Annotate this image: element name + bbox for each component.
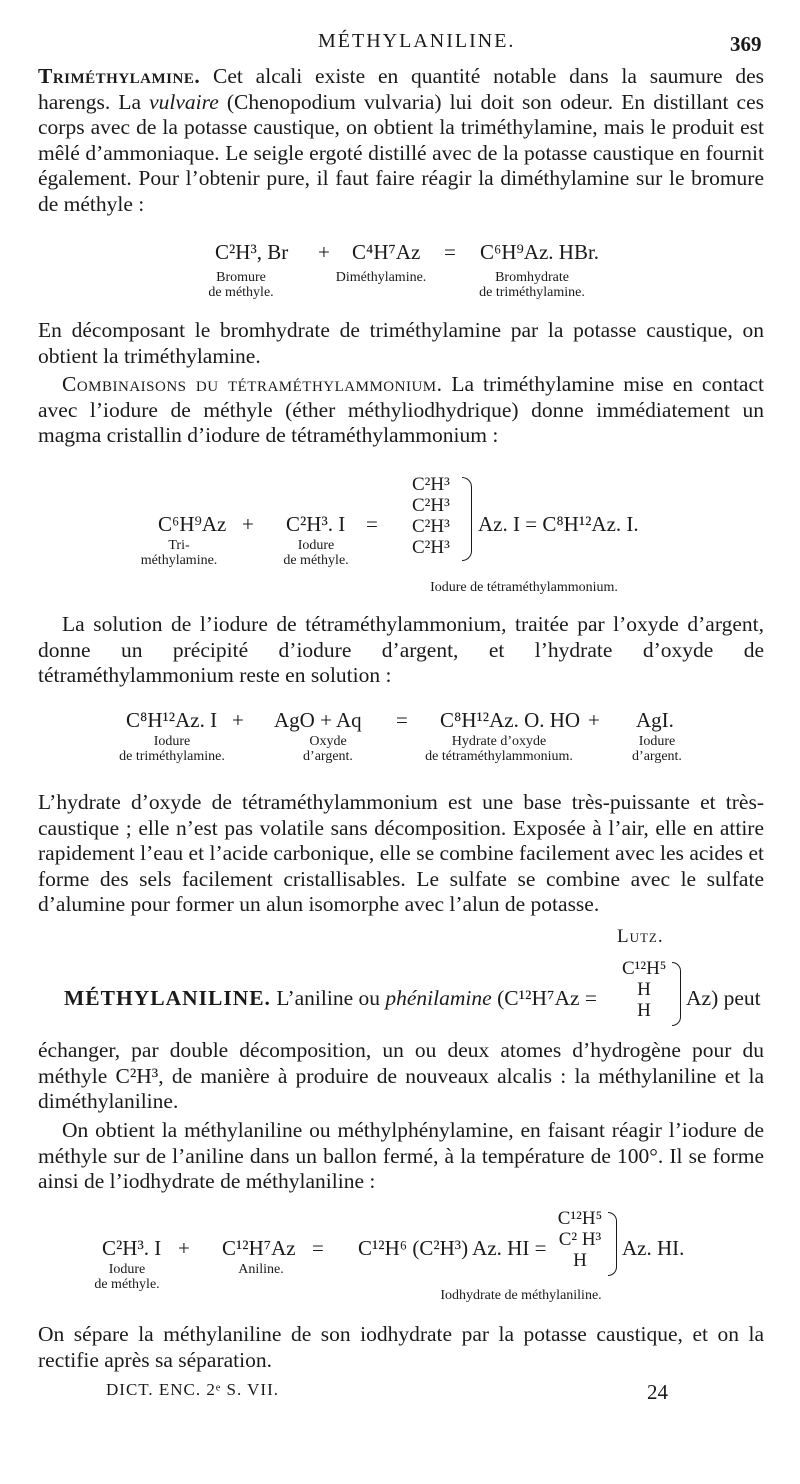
right-brace [462, 477, 472, 561]
paragraph-preparation: On obtient la méthylaniline ou méthylphénylamine, en faisant réagir l’iodure de méthyle sur de l’aniline dans un ballon fermé, à la température de 100°. Il se forme ainsi de l’iodhydrate de méthylaniline : [38, 1118, 764, 1193]
author-signature: Lutz. [617, 926, 664, 947]
stack-row: C¹²H⁵ [622, 958, 667, 979]
paragraph-hydrate: L’hydrate d’oxyde de tétraméthylammonium est une base très-puissante et très-caustique ; elle n’est pas volatile sans décomposition. Exposée à l’air, elle en attire rapidement l’eau et l’acide carbonique, elle se combine facilement avec les acides et forme des sels facilement cristallisables. Le sulfate se combine avec le sulfate d’alumine pour former un alun isomorphe avec l’alun de potasse. [38, 790, 764, 916]
formula-term: C⁶H⁹Az. HBr. [480, 240, 600, 264]
right-brace [608, 1212, 617, 1276]
running-title: MÉTHYLANILINE. [318, 30, 516, 52]
paragraph-text: Cet alcali existe en quantité notable dans la saumure des harengs. La [38, 64, 764, 114]
formula-caption: Iodure de triméthylamine. [119, 734, 225, 764]
operator: + [178, 1236, 190, 1260]
formula-term: C²H³, Br [215, 240, 289, 264]
formula-caption: Tri- méthylamine. [140, 538, 218, 568]
formula-caption: Oxyde d’argent. [303, 734, 353, 764]
section-heading-trimethylamine: Triméthylamine. [38, 64, 201, 88]
formula-caption: Iodure d’argent. [632, 734, 682, 764]
formula-stack [622, 958, 666, 1021]
formula-caption: Iodure de tétraméthylammonium. [430, 580, 618, 595]
section-heading-tetramethylammonium: Combinaisons du tétraméthylammonium. [62, 372, 443, 396]
formula-caption: Hydrate d’oxyde de tétraméthylammonium. [425, 734, 573, 764]
stack-row: H [637, 1000, 651, 1021]
formula-term: C²H³. I [102, 1236, 162, 1260]
signature-number: 24 [647, 1380, 668, 1404]
stack-row: C²H³ [412, 516, 450, 537]
paragraph-text: (Chenopodium vulvaria) lui doit son odeur. En distillant ces corps avec de la potasse caustique, on obtient la triméthylamine, mais le produit est mêlé d’ammoniaque. Le seigle ergoté distillé avec de la potasse caustique en fournit également. Pour l’obtenir pure, il faut faire réagir la diméthylamine sur le bromure de méthyle : [38, 89, 765, 216]
formula-caption: Iodhydrate de méthylaniline. [440, 1288, 602, 1303]
formula-term: C⁴H⁷Az [352, 240, 421, 264]
operator: + [242, 512, 254, 536]
formula-caption: Bromhydrate de triméthylamine. [479, 270, 585, 300]
formula-term: C⁸H¹²Az. I [126, 708, 218, 732]
formula-term: Az) peut [686, 986, 761, 1010]
formula-term: Az. HI. [622, 1236, 685, 1260]
formula-term: (C¹²H⁷Az = [491, 986, 598, 1010]
page-footer [0, 1380, 800, 1408]
operator: + [588, 708, 600, 732]
stack-row: H [637, 979, 651, 1000]
formula-caption: Diméthylamine. [335, 270, 427, 285]
operator: = [396, 708, 408, 732]
stack-row: C²H³ [412, 474, 450, 495]
paragraph-trimethylamine [38, 64, 764, 217]
paragraph-separation: On sépare la méthylaniline de son iodhydrate par la potasse caustique, et on la rectifie après sa séparation. [38, 1322, 764, 1372]
stack-row: C²H³ [412, 537, 450, 558]
methylaniline-first-line [64, 986, 597, 1011]
paragraph-tetramethylammonium [38, 372, 764, 449]
formula-caption: Aniline. [238, 1262, 284, 1277]
operator: + [232, 708, 244, 732]
stack-row: C¹²H⁵ [557, 1208, 603, 1229]
formula-term: C²H³. I [286, 512, 346, 536]
formula-caption: Iodure de méthyle. [283, 538, 349, 568]
formula-term: AgO + Aq [274, 708, 362, 732]
footer-signature: DICT. ENC. 2ᵉ S. VII. [106, 1380, 280, 1399]
formula-term: AgI. [636, 708, 674, 732]
formula-stack [412, 474, 450, 558]
stack-row: C²H³ [412, 495, 450, 516]
section-heading-methylaniline: MÉTHYLANILINE. [64, 986, 271, 1010]
paragraph-text: L’aniline ou [270, 986, 386, 1010]
formula-caption: Iodure de méthyle. [94, 1262, 160, 1292]
right-brace [672, 962, 681, 1026]
operator: = [366, 512, 378, 536]
formula-term: C¹²H⁶ (C²H³) Az. HI = [358, 1236, 547, 1260]
formula-term: C¹²H⁷Az [222, 1236, 296, 1260]
stack-row: C² H³ [558, 1229, 602, 1250]
italic-term: phénilamine [385, 986, 492, 1010]
operator: = [444, 240, 456, 264]
paragraph-methylaniline: échanger, par double décomposition, un ou deux atomes d’hydrogène pour du méthyle C²H³, de manière à produire de nouveaux alcalis : la méthylaniline et la diméthylaniline. [38, 1038, 764, 1113]
running-head [0, 30, 800, 60]
formula-stack [556, 1208, 604, 1271]
formula-term: Az. I = C⁸H¹²Az. I. [478, 512, 639, 536]
operator: = [312, 1236, 324, 1260]
stack-row: H [573, 1250, 587, 1271]
formula-caption: Bromure de méthyle. [208, 270, 274, 300]
formula-term: C⁸H¹²Az. O. HO [440, 708, 581, 732]
formula-term: C⁶H⁹Az [158, 512, 227, 536]
paragraph-solution: La solution de l’iodure de tétraméthylammonium, traitée par l’oxyde d’argent, donne un précipité d’iodure d’argent, et l’hydrate d’oxyde de tétraméthylammonium reste en solution : [38, 612, 764, 687]
paragraph-text: La triméthylamine mise en contact avec l’iodure de méthyle (éther méthyliodhydrique) donne immédiatement un magma cristallin d’iodure de tétraméthylammonium : [38, 372, 764, 447]
operator: + [318, 240, 330, 264]
page-number: 369 [730, 32, 762, 56]
paragraph-decomposition: En décomposant le bromhydrate de triméthylamine par la potasse caustique, on obtient la triméthylamine. [38, 318, 764, 368]
italic-term: vulvaire [149, 89, 219, 114]
